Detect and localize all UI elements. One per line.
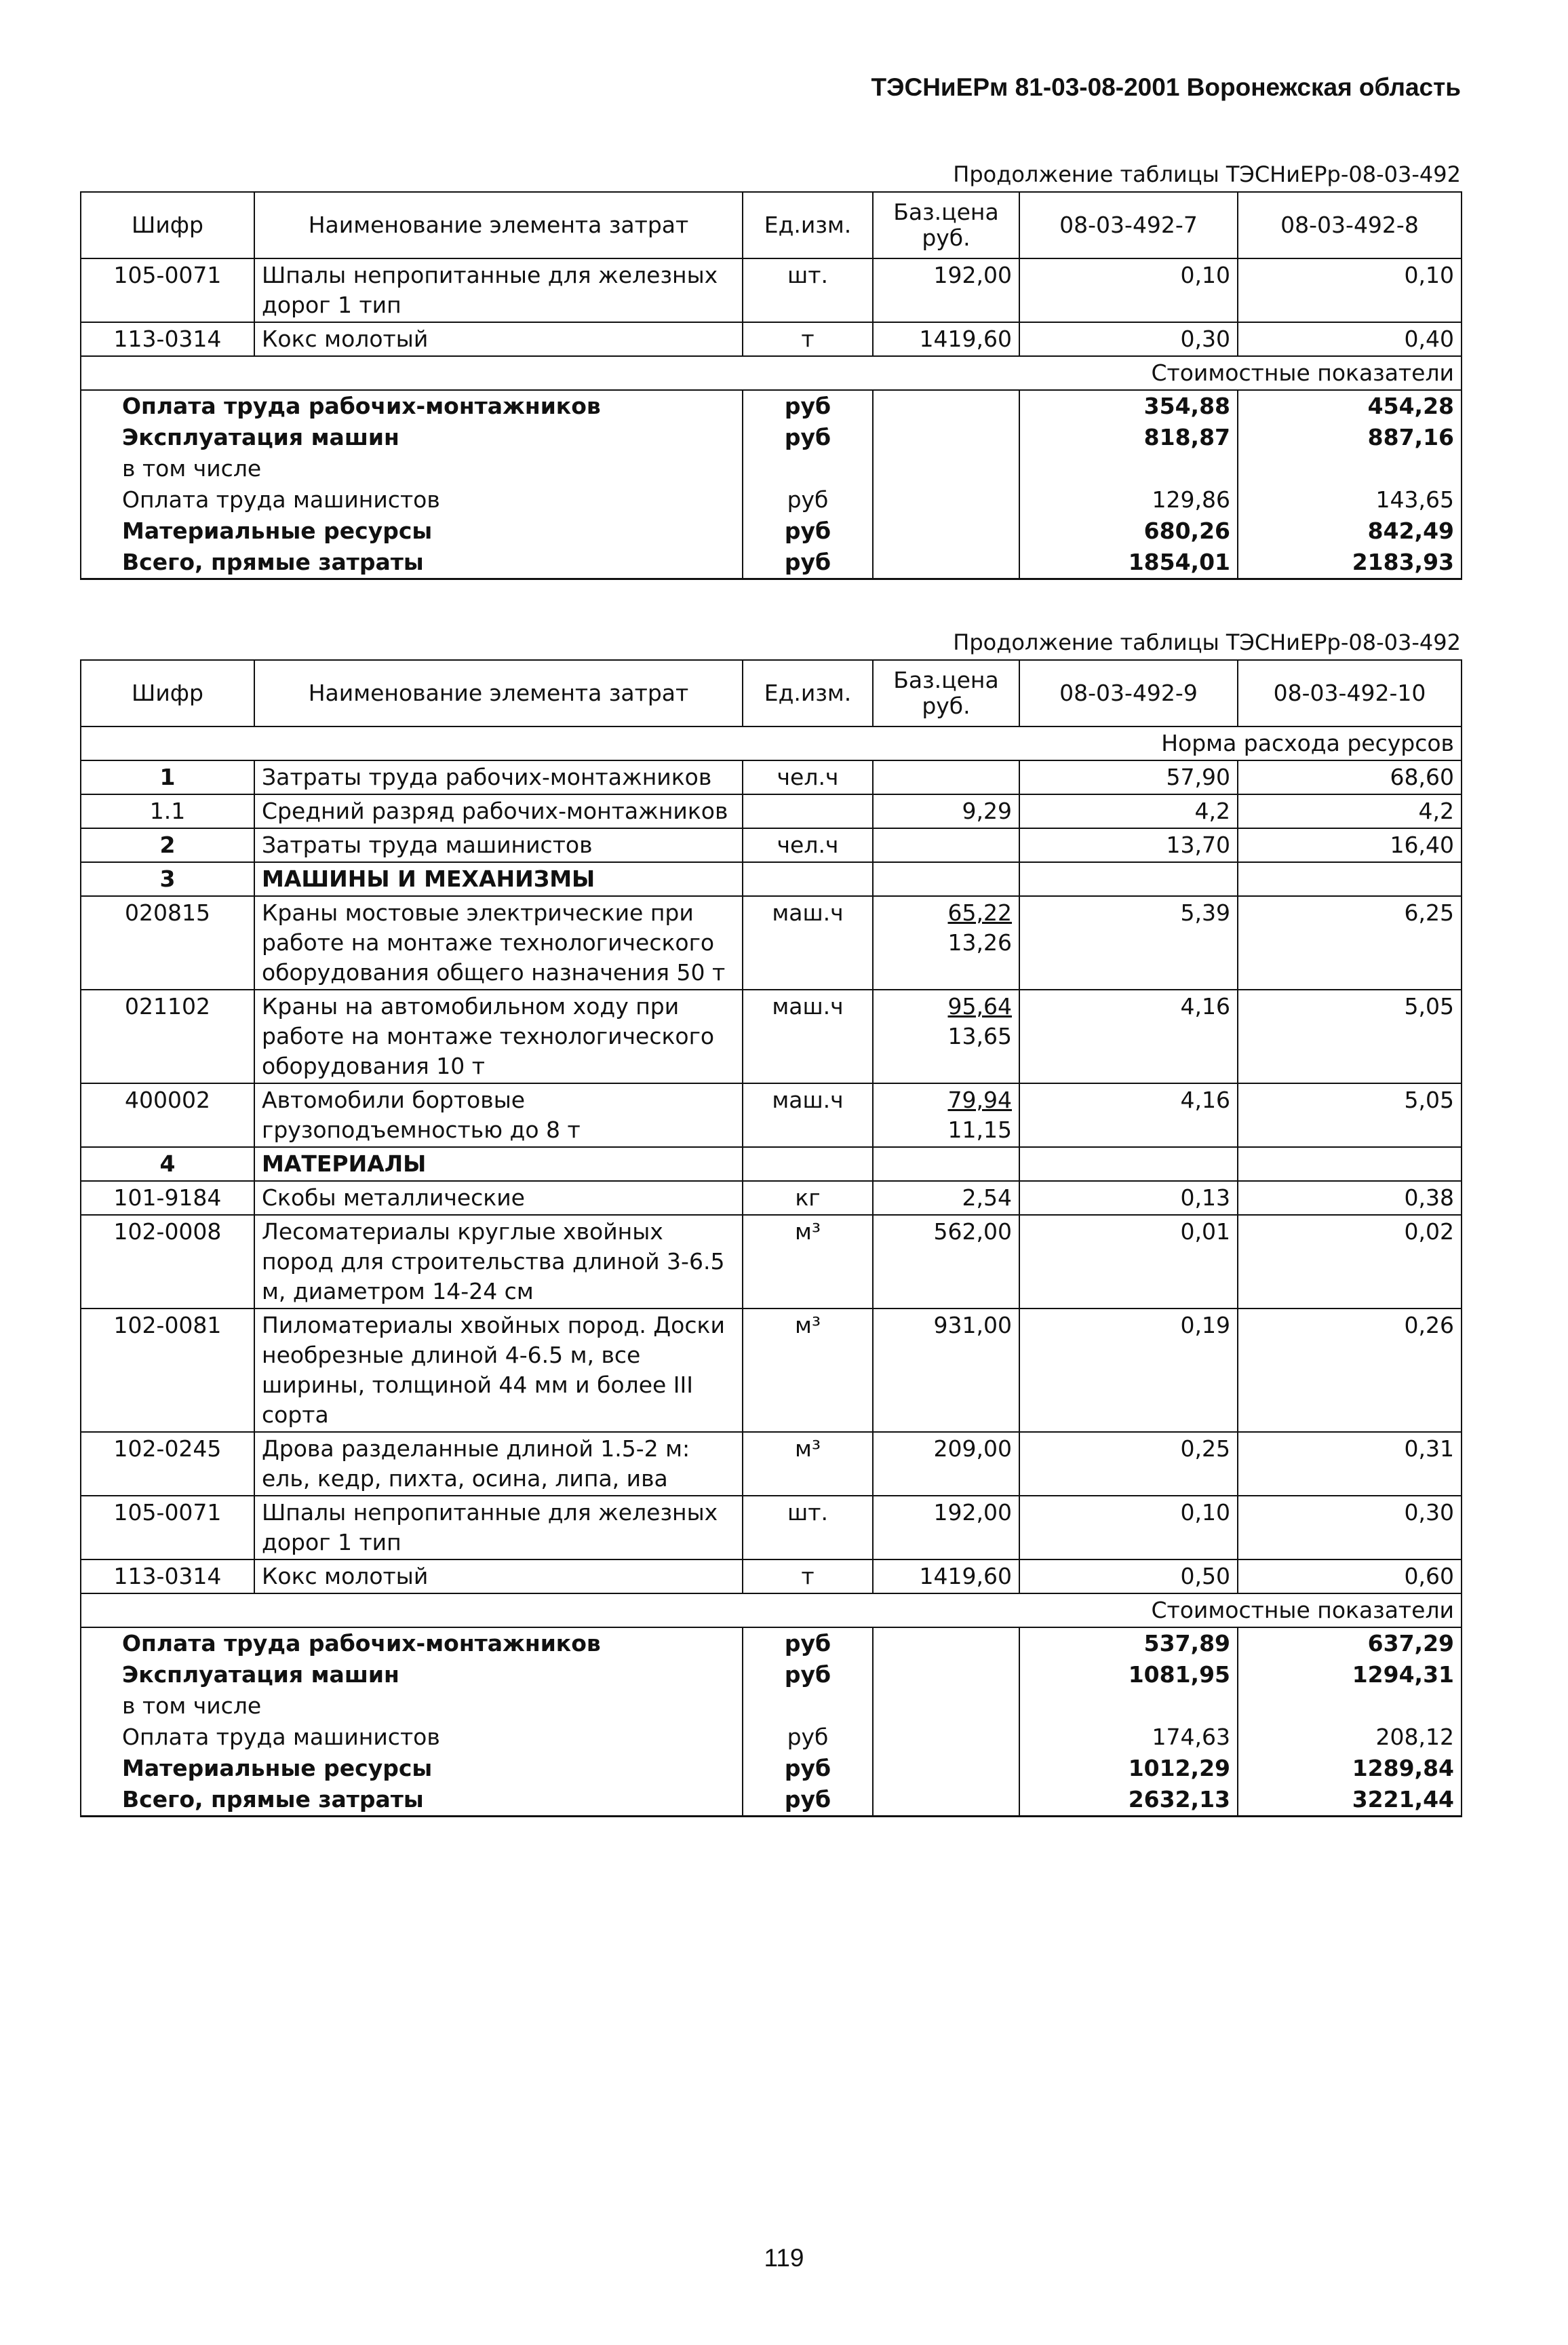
cost-empty [873, 1690, 1019, 1722]
value-cell: 0,10 [1019, 258, 1238, 322]
cost-value: 680,26 [1019, 516, 1238, 547]
value-cell: 0,26 [1238, 1309, 1462, 1432]
code-cell: 2 [81, 828, 254, 862]
cost-name: Оплата труда машинистов [81, 484, 743, 516]
value-cell: 4,2 [1019, 794, 1238, 828]
price-cell [873, 760, 1019, 794]
code-cell: 020815 [81, 896, 254, 990]
price-cell [873, 896, 1019, 990]
cost-name: Материальные ресурсы [81, 1753, 743, 1784]
price-cell [873, 322, 1019, 356]
unit-cell: т [743, 1559, 873, 1593]
name-cell: Затраты труда рабочих-монтажников [254, 760, 743, 794]
cost-empty [873, 1753, 1019, 1784]
price-cell [873, 1181, 1019, 1215]
value-cell: 13,70 [1019, 828, 1238, 862]
cost-name: Материальные ресурсы [81, 516, 743, 547]
norm-caption-row [81, 726, 1462, 760]
name-cell: Скобы металлические [254, 1181, 743, 1215]
cost-name: Оплата труда рабочих-монтажников [81, 1627, 743, 1659]
table-row [81, 1559, 1462, 1593]
price-value: 192,00 [933, 1499, 1012, 1526]
table-row [81, 322, 1462, 356]
column-header: 08-03-492-9 [1019, 660, 1238, 726]
cost-value [1019, 1690, 1238, 1722]
name-cell: МАШИНЫ И МЕХАНИЗМЫ [254, 862, 743, 896]
value-cell: 57,90 [1019, 760, 1238, 794]
name-cell: Пиломатериалы хвойных пород. Доски необрезные длиной 4-6.5 м, все ширины, толщиной 44 мм и более III сорта [254, 1309, 743, 1432]
value-cell: 4,16 [1019, 1083, 1238, 1147]
price-value: 9,29 [962, 798, 1012, 824]
unit-cell: шт. [743, 1496, 873, 1559]
cost-name: Всего, прямые затраты [81, 1784, 743, 1817]
unit-cell [743, 1215, 873, 1309]
table-row [81, 1181, 1462, 1215]
cost-empty [873, 484, 1019, 516]
price-cell [873, 828, 1019, 862]
cost-unit: руб [743, 516, 873, 547]
table-row [81, 1215, 1462, 1309]
price-cell [873, 1432, 1019, 1496]
unit-cell: маш.ч [743, 990, 873, 1083]
table-row [81, 1083, 1462, 1147]
cost-unit [743, 453, 873, 484]
price-cell [873, 258, 1019, 322]
price-value: 1419,60 [919, 1563, 1012, 1589]
column-header: Шифр [81, 660, 254, 726]
value-cell: 0,30 [1019, 322, 1238, 356]
cost-empty [873, 1722, 1019, 1753]
value-cell: 5,39 [1019, 896, 1238, 990]
cost-row [81, 422, 1462, 453]
value-cell: 0,38 [1238, 1181, 1462, 1215]
column-header: 08-03-492-7 [1019, 192, 1238, 258]
column-header: Наименование элемента затрат [254, 192, 743, 258]
cost-row [81, 1627, 1462, 1659]
cost-value: 1081,95 [1019, 1659, 1238, 1690]
cost-value: 818,87 [1019, 422, 1238, 453]
cost-value: 1294,31 [1238, 1659, 1462, 1690]
cost-name: Оплата труда рабочих-монтажников [81, 390, 743, 422]
cost-unit: руб [743, 484, 873, 516]
value-cell: 0,10 [1238, 258, 1462, 322]
code-cell: 105-0071 [81, 1496, 254, 1559]
cost-unit: руб [743, 1722, 873, 1753]
unit-cell: кг [743, 1181, 873, 1215]
cost-row [81, 1753, 1462, 1784]
unit-cell [743, 862, 873, 896]
price-value: 2,54 [962, 1184, 1012, 1211]
name-cell: Затраты труда машинистов [254, 828, 743, 862]
cost-value: 1012,29 [1019, 1753, 1238, 1784]
cost-value: 129,86 [1019, 484, 1238, 516]
unit-cell: т [743, 322, 873, 356]
cost-row [81, 547, 1462, 579]
name-cell: Краны мостовые электрические при работе на монтаже технологического оборудования общего назначения 50 т [254, 896, 743, 990]
unit-cell: чел.ч [743, 828, 873, 862]
cost-unit: руб [743, 1627, 873, 1659]
price-operator-value: 13,26 [947, 929, 1012, 956]
value-cell [1238, 862, 1462, 896]
table1-continuation: Продолжение таблицы ТЭСНиЕРр-08-03-492 [953, 161, 1461, 187]
cost-row [81, 1722, 1462, 1753]
cost-row [81, 390, 1462, 422]
cost-name: Оплата труда машинистов [81, 1722, 743, 1753]
unit-cell: чел.ч [743, 760, 873, 794]
cost-unit: руб [743, 1784, 873, 1817]
cost-row [81, 1690, 1462, 1722]
price-value: 79,94 [947, 1087, 1012, 1113]
unit-cell [743, 1432, 873, 1496]
column-header: 08-03-492-8 [1238, 192, 1462, 258]
cost-unit: руб [743, 547, 873, 579]
value-cell: 0,31 [1238, 1432, 1462, 1496]
value-cell: 4,16 [1019, 990, 1238, 1083]
price-value: 1419,60 [919, 326, 1012, 352]
table2-header-row [81, 660, 1462, 726]
cost-value: 143,65 [1238, 484, 1462, 516]
name-cell: Кокс молотый [254, 1559, 743, 1593]
unit-text: м³ [794, 1218, 821, 1245]
price-value: 65,22 [947, 899, 1012, 926]
cost-empty [873, 390, 1019, 422]
cost-unit: руб [743, 1753, 873, 1784]
price-cell [873, 990, 1019, 1083]
cost-value: 354,88 [1019, 390, 1238, 422]
unit-cell: маш.ч [743, 896, 873, 990]
cost-row [81, 453, 1462, 484]
cost-name: в том числе [81, 1690, 743, 1722]
unit-cell: маш.ч [743, 1083, 873, 1147]
cost-empty [873, 1784, 1019, 1817]
name-cell: Краны на автомобильном ходу при работе на монтаже технологического оборудования 10 т [254, 990, 743, 1083]
code-cell: 1.1 [81, 794, 254, 828]
code-cell: 113-0314 [81, 322, 254, 356]
name-cell: МАТЕРИАЛЫ [254, 1147, 743, 1181]
price-value: 192,00 [933, 262, 1012, 288]
cost-value: 887,16 [1238, 422, 1462, 453]
cost-empty [873, 422, 1019, 453]
price-cell [873, 1215, 1019, 1309]
cost-value: 2183,93 [1238, 547, 1462, 579]
cost-name: в том числе [81, 453, 743, 484]
table2-continuation: Продолжение таблицы ТЭСНиЕРр-08-03-492 [953, 629, 1461, 655]
price-value: 95,64 [947, 993, 1012, 1020]
cost-value: 208,12 [1238, 1722, 1462, 1753]
table-row [81, 1432, 1462, 1496]
price-value: 209,00 [933, 1435, 1012, 1462]
cost-row [81, 516, 1462, 547]
price-cell [873, 1147, 1019, 1181]
name-cell: Шпалы непропитанные для железных дорог 1 тип [254, 258, 743, 322]
value-cell: 0,25 [1019, 1432, 1238, 1496]
cost-value: 637,29 [1238, 1627, 1462, 1659]
value-cell: 0,02 [1238, 1215, 1462, 1309]
table-row [81, 828, 1462, 862]
cost-unit [743, 1690, 873, 1722]
section-row [81, 1147, 1462, 1181]
code-cell: 105-0071 [81, 258, 254, 322]
value-cell: 0,13 [1019, 1181, 1238, 1215]
page-header-title: ТЭСНиЕРм 81-03-08-2001 Воронежская область [871, 73, 1461, 101]
value-cell: 6,25 [1238, 896, 1462, 990]
value-cell: 0,10 [1019, 1496, 1238, 1559]
unit-cell [743, 1309, 873, 1432]
cost-empty [873, 547, 1019, 579]
name-cell: Автомобили бортовые грузоподъемностью до 8 т [254, 1083, 743, 1147]
value-cell: 0,19 [1019, 1309, 1238, 1432]
table-row [81, 1309, 1462, 1432]
table-row [81, 990, 1462, 1083]
cost-caption-row [81, 356, 1462, 390]
table-row [81, 1496, 1462, 1559]
price-value: 562,00 [933, 1218, 1012, 1245]
name-cell: Лесоматериалы круглые хвойных пород для строительства длиной 3-6.5 м, диаметром 14-24 см [254, 1215, 743, 1309]
column-header: Ед.изм. [743, 660, 873, 726]
cost-row [81, 1784, 1462, 1817]
cost-row [81, 1659, 1462, 1690]
unit-cell: шт. [743, 258, 873, 322]
price-cell [873, 1083, 1019, 1147]
page-number: 119 [764, 2244, 804, 2272]
cost-value: 174,63 [1019, 1722, 1238, 1753]
code-cell: 102-0245 [81, 1432, 254, 1496]
code-cell: 4 [81, 1147, 254, 1181]
price-cell [873, 794, 1019, 828]
cost-name: Эксплуатация машин [81, 422, 743, 453]
code-cell: 021102 [81, 990, 254, 1083]
cost-value: 1289,84 [1238, 1753, 1462, 1784]
cost-row [81, 484, 1462, 516]
value-cell: 4,2 [1238, 794, 1462, 828]
value-cell: 0,60 [1238, 1559, 1462, 1593]
value-cell: 5,05 [1238, 1083, 1462, 1147]
column-header: Шифр [81, 192, 254, 258]
value-cell [1238, 1147, 1462, 1181]
column-header: Баз.цена руб. [873, 192, 1019, 258]
table1-header-row [81, 192, 1462, 258]
table-row [81, 258, 1462, 322]
cost-caption: Стоимостные показатели [81, 1593, 1462, 1627]
cost-name: Эксплуатация машин [81, 1659, 743, 1690]
cost-value: 3221,44 [1238, 1784, 1462, 1817]
column-header: Ед.изм. [743, 192, 873, 258]
name-cell: Шпалы непропитанные для железных дорог 1 тип [254, 1496, 743, 1559]
unit-cell [743, 1147, 873, 1181]
table1 [80, 191, 1462, 580]
norm-caption: Норма расхода ресурсов [81, 726, 1462, 760]
price-value: 931,00 [933, 1312, 1012, 1338]
unit-text: м³ [794, 1312, 821, 1338]
cost-unit: руб [743, 1659, 873, 1690]
code-cell: 3 [81, 862, 254, 896]
cost-caption: Стоимостные показатели [81, 356, 1462, 390]
table-row [81, 896, 1462, 990]
price-cell [873, 1309, 1019, 1432]
value-cell: 16,40 [1238, 828, 1462, 862]
table2 [80, 659, 1462, 1817]
name-cell: Дрова разделанные длиной 1.5-2 м: ель, кедр, пихта, осина, липа, ива [254, 1432, 743, 1496]
cost-unit: руб [743, 422, 873, 453]
code-cell: 400002 [81, 1083, 254, 1147]
cost-value: 454,28 [1238, 390, 1462, 422]
column-header: Наименование элемента затрат [254, 660, 743, 726]
value-cell: 68,60 [1238, 760, 1462, 794]
value-cell: 5,05 [1238, 990, 1462, 1083]
cost-empty [873, 1627, 1019, 1659]
unit-text: м³ [794, 1435, 821, 1462]
code-cell: 113-0314 [81, 1559, 254, 1593]
cost-empty [873, 1659, 1019, 1690]
price-operator-value: 11,15 [947, 1117, 1012, 1143]
value-cell [1019, 862, 1238, 896]
code-cell: 101-9184 [81, 1181, 254, 1215]
section-row [81, 862, 1462, 896]
cost-value: 1854,01 [1019, 547, 1238, 579]
unit-cell [743, 794, 873, 828]
cost-value: 537,89 [1019, 1627, 1238, 1659]
name-cell: Средний разряд рабочих-монтажников [254, 794, 743, 828]
code-cell: 102-0081 [81, 1309, 254, 1432]
table-row [81, 794, 1462, 828]
column-header: 08-03-492-10 [1238, 660, 1462, 726]
cost-caption-row [81, 1593, 1462, 1627]
value-cell [1019, 1147, 1238, 1181]
name-cell: Кокс молотый [254, 322, 743, 356]
price-cell [873, 1496, 1019, 1559]
value-cell: 0,01 [1019, 1215, 1238, 1309]
cost-value [1238, 453, 1462, 484]
cost-name: Всего, прямые затраты [81, 547, 743, 579]
column-header: Баз.цена руб. [873, 660, 1019, 726]
cost-value [1019, 453, 1238, 484]
cost-value [1238, 1690, 1462, 1722]
value-cell: 0,50 [1019, 1559, 1238, 1593]
price-operator-value: 13,65 [947, 1023, 1012, 1049]
value-cell: 0,40 [1238, 322, 1462, 356]
table-row [81, 760, 1462, 794]
cost-empty [873, 516, 1019, 547]
code-cell: 102-0008 [81, 1215, 254, 1309]
cost-value: 842,49 [1238, 516, 1462, 547]
price-cell [873, 1559, 1019, 1593]
price-cell [873, 862, 1019, 896]
value-cell: 0,30 [1238, 1496, 1462, 1559]
cost-unit: руб [743, 390, 873, 422]
cost-value: 2632,13 [1019, 1784, 1238, 1817]
cost-empty [873, 453, 1019, 484]
code-cell: 1 [81, 760, 254, 794]
